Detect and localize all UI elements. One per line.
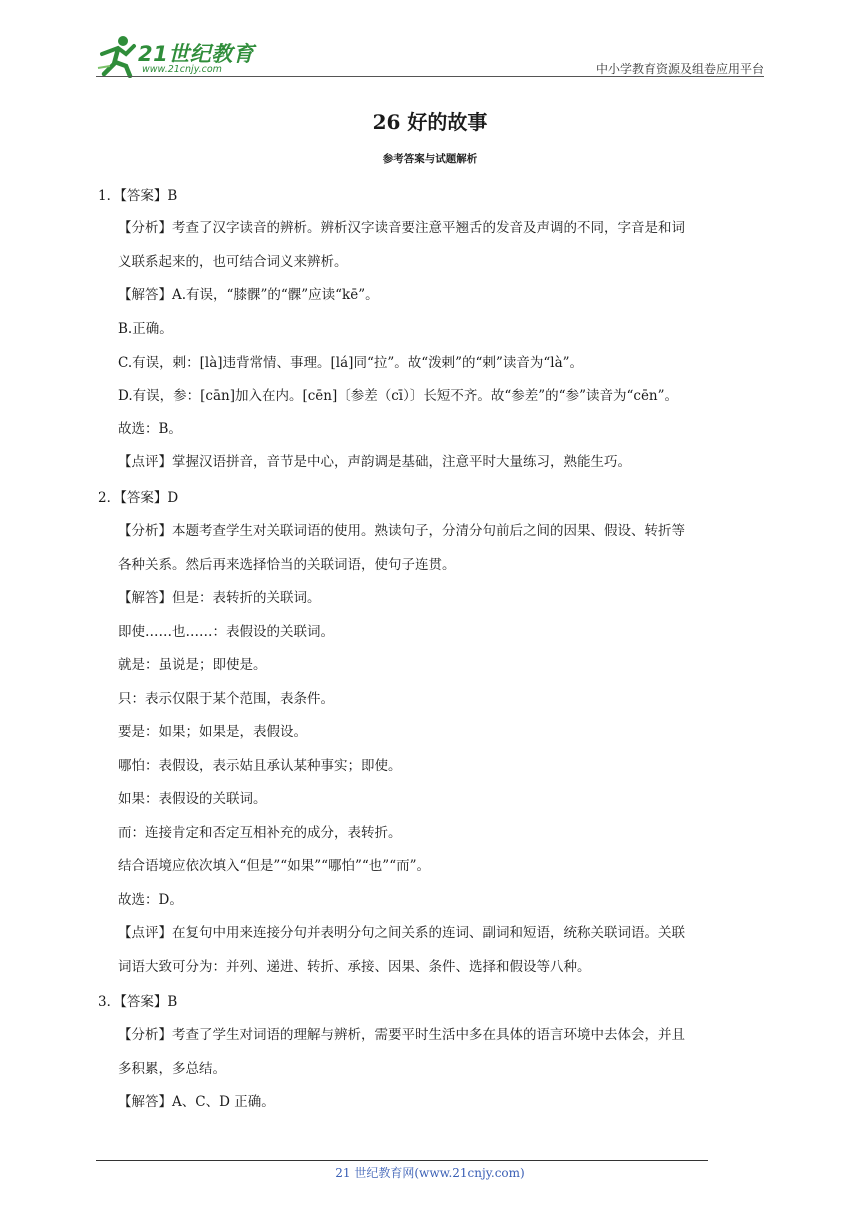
q1-solution-line: C.有误，剌：[là]违背常情、事理。[lá]同“拉”。故“泼剌”的“剌”读音为“là”。 [118, 355, 584, 371]
q2-analysis-line: 各种关系。然后再来选择恰当的关联词语，使句子连贯。 [118, 557, 456, 573]
q2-answer: 2．【答案】D [98, 490, 179, 506]
logo-text: 21世纪教育 [138, 42, 255, 66]
q2-analysis-line: 【分析】本题考查学生对关联词语的使用。熟读句子，分清分句前后之间的因果、假设、转折等 [118, 523, 685, 539]
q2-solution-line: 就是：虽说是；即使是。 [118, 657, 267, 673]
q1-answer: 1．【答案】B [98, 188, 178, 204]
runner-logo-icon [96, 34, 140, 78]
q1-analysis-line: 义联系起来的，也可结合词义来辨析。 [118, 254, 348, 270]
q2-comment-line: 【点评】在复句中用来连接分句并表明分句之间关系的连词、副词和短语，统称关联词语。关联 [118, 925, 685, 941]
q2-solution-line: 如果：表假设的关联词。 [118, 791, 267, 807]
q2-solution-line: 哪怕：表假设，表示姑且承认某种事实；即使。 [118, 758, 402, 774]
q2-solution-line: 只：表示仅限于某个范围，表条件。 [118, 691, 334, 707]
footer-divider [96, 1160, 708, 1161]
q1-solution-line: 【解答】A.有误，“膝髁”的“髁”应读“kē”。 [118, 287, 379, 303]
q1-solution-line: D.有误，参：[cān]加入在内。[cēn]〔参差（cī）〕长短不齐。故“参差”的“参”读音为“cēn”。 [118, 388, 679, 404]
logo-url: www.21cnjy.com [142, 64, 222, 75]
q1-comment: 【点评】掌握汉语拼音，音节是中心，声韵调是基础，注意平时大量练习，熟能生巧。 [118, 454, 631, 470]
footer-link[interactable]: 21 世纪教育网(www.21cnjy.com) [335, 1166, 525, 1180]
q1-analysis-line: 【分析】考查了汉字读音的辨析。辨析汉字读音要注意平翘舌的发音及声调的不同，字音是和词 [118, 220, 685, 236]
header-divider [96, 76, 764, 77]
q2-solution-line: 即使……也……：表假设的关联词。 [118, 624, 334, 640]
q3-analysis-line: 多积累，多总结。 [118, 1061, 226, 1077]
q3-analysis-line: 【分析】考查了学生对词语的理解与辨析，需要平时生活中多在具体的语言环境中去体会，并且 [118, 1027, 685, 1043]
page-subtitle: 参考答案与试题解析 [382, 153, 478, 165]
q1-choice: 故选：B。 [118, 421, 182, 437]
q2-choice: 故选：D。 [118, 892, 183, 908]
page-header [96, 34, 764, 80]
q2-solution-line: 而：连接肯定和否定互相补充的成分，表转折。 [118, 825, 402, 841]
q3-answer: 3．【答案】B [98, 994, 178, 1010]
platform-name: 中小学教育资源及组卷应用平台 [595, 62, 764, 76]
q2-comment-line: 词语大致可分为：并列、递进、转折、承接、因果、条件、选择和假设等八种。 [118, 959, 591, 975]
q3-solution-line: 【解答】A、C、D 正确。 [118, 1094, 275, 1110]
q2-solution-line: 要是：如果；如果是，表假设。 [118, 724, 307, 740]
q1-solution-line: B.正确。 [118, 321, 173, 337]
q2-solution-line: 结合语境应依次填入“但是”“如果”“哪怕”“也”“而”。 [118, 858, 431, 874]
page-title: 26 好的故事 [372, 110, 488, 134]
site-logo[interactable] [96, 34, 266, 80]
q2-solution-line: 【解答】但是：表转折的关联词。 [118, 590, 321, 606]
